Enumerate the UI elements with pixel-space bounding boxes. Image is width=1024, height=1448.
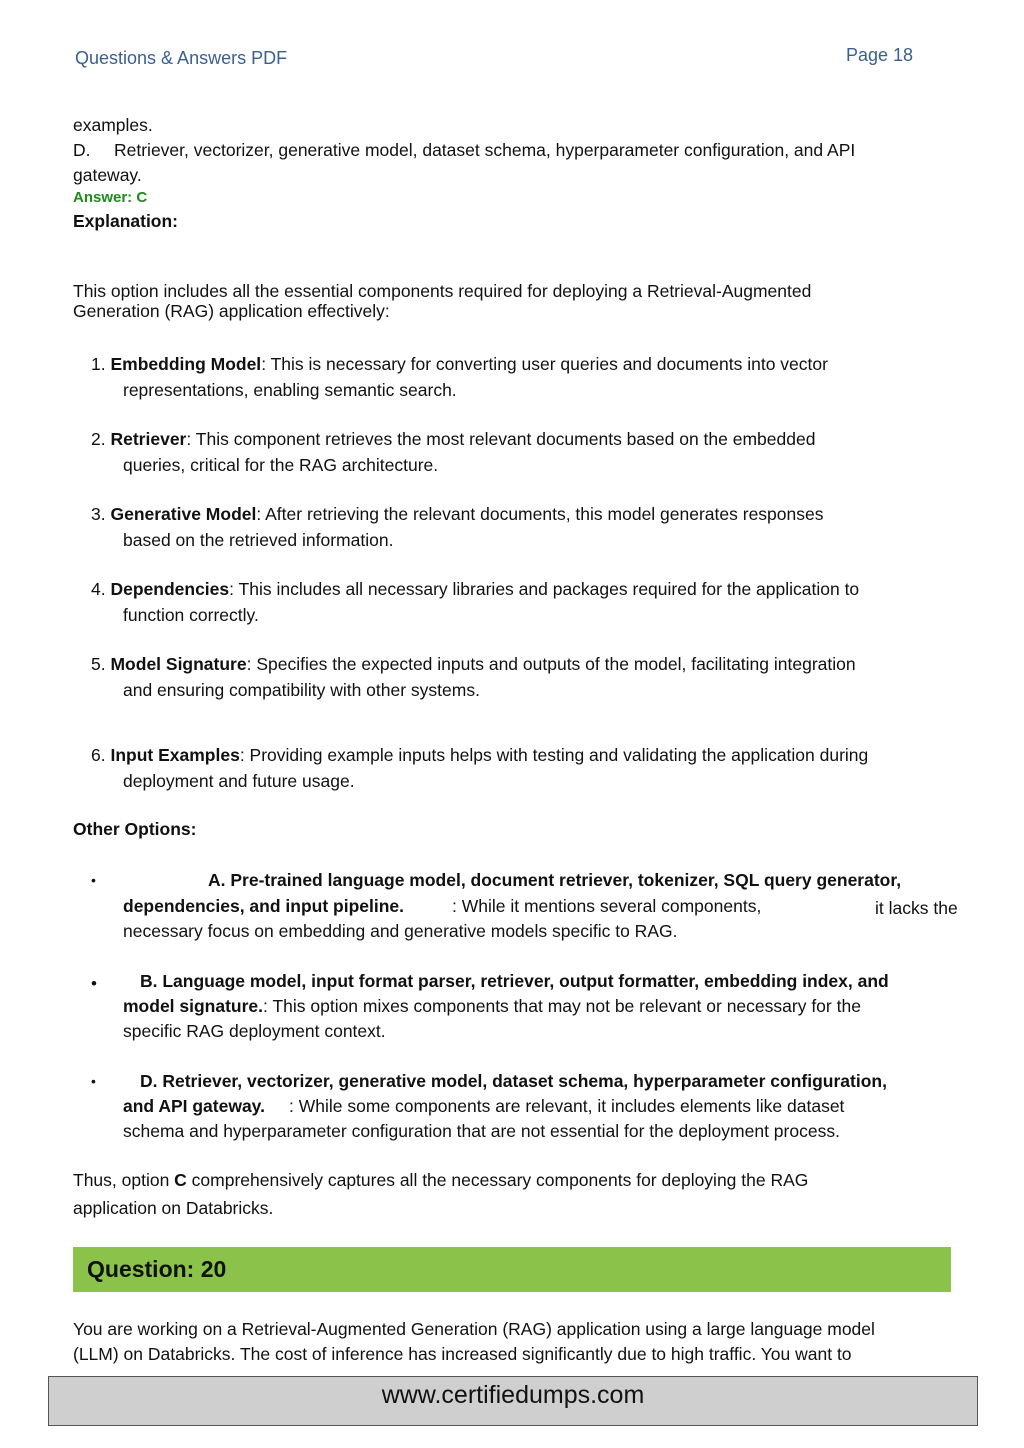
answer-label: Answer: C: [73, 189, 148, 206]
option-d-letter: D.: [73, 140, 91, 160]
option-d-text: Retriever, vectorizer, generative model, dataset schema, hyperparameter configuration, and API: [114, 140, 856, 160]
bullet: •: [91, 872, 96, 888]
bullet: •: [91, 974, 97, 993]
footer-bar: [48, 1376, 978, 1426]
option-d-text: : While some components are relevant, it includes elements like dataset: [289, 1096, 845, 1116]
explanation-label: Explanation:: [73, 211, 179, 231]
option-a-text-end: it lacks the: [875, 898, 958, 918]
list-item: 5. Model Signature: Specifies the expected inputs and outputs of the model, facilitating integration and ensuring compatibility with other systems.: [91, 654, 856, 700]
page-number: Page 18: [846, 45, 914, 65]
question-text-cont: (LLM) on Databricks. The cost of inference has increased significantly due to high traffic. You want to: [73, 1344, 852, 1364]
footer-url: www.certifiedumps.com: [381, 1381, 645, 1409]
explanation-intro: This option includes all the essential components required for deploying a Retrieval-Augmented Generation (RAG) application effectively:: [73, 281, 812, 321]
option-b-title: B. Language model, input format parser, retriever, output formatter, embedding index, and: [140, 971, 889, 991]
option-d-title: D. Retriever, vectorizer, generative model, dataset schema, hyperparameter configuration,: [140, 1071, 887, 1091]
question-text: You are working on a Retrieval-Augmented Generation (RAG) application using a large language model: [73, 1319, 875, 1339]
header-title: Questions & Answers PDF: [75, 48, 288, 68]
list-item: 2. Retriever: This component retrieves the most relevant documents based on the embedded queries, critical for the RAG architecture.: [91, 429, 816, 475]
option-d-text-cont: gateway.: [73, 165, 142, 185]
option-a-title: A. Pre-trained language model, document retriever, tokenizer, SQL query generator,: [208, 870, 902, 890]
list-item: 1. Embedding Model: This is necessary for converting user queries and documents into vector representations, enabling semantic search.: [91, 354, 828, 400]
option-b-text-cont: specific RAG deployment context.: [123, 1021, 386, 1041]
prev-text: examples.: [73, 115, 153, 135]
conclusion-text-cont: application on Databricks.: [73, 1198, 274, 1218]
other-options-label: Other Options:: [73, 819, 197, 839]
option-a-text: : While it mentions several components,: [452, 896, 762, 916]
option-a-title-cont: dependencies, and input pipeline.: [123, 896, 405, 916]
option-d-text-cont: schema and hyperparameter configuration that are not essential for the deployment process.: [123, 1121, 840, 1141]
list-item: 4. Dependencies: This includes all necessary libraries and packages required for the application to function correctly.: [91, 579, 860, 625]
list-item: 6. Input Examples: Providing example inputs helps with testing and validating the application during deployment and future usage.: [91, 745, 869, 791]
option-a-text-cont: necessary focus on embedding and generative models specific to RAG.: [123, 921, 678, 941]
question-header-bar: [73, 1247, 951, 1292]
bullet: •: [91, 1073, 96, 1089]
option-b-text: model signature.: This option mixes components that may not be relevant or necessary for the: [123, 996, 861, 1016]
option-d-title-cont: and API gateway.: [123, 1096, 265, 1116]
question-title: Question: 20: [87, 1256, 227, 1282]
list-item: 3. Generative Model: After retrieving the relevant documents, this model generates responses based on the retrieved information.: [91, 504, 824, 550]
conclusion-text: Thus, option C comprehensively captures all the necessary components for deploying the RAG: [73, 1170, 809, 1190]
